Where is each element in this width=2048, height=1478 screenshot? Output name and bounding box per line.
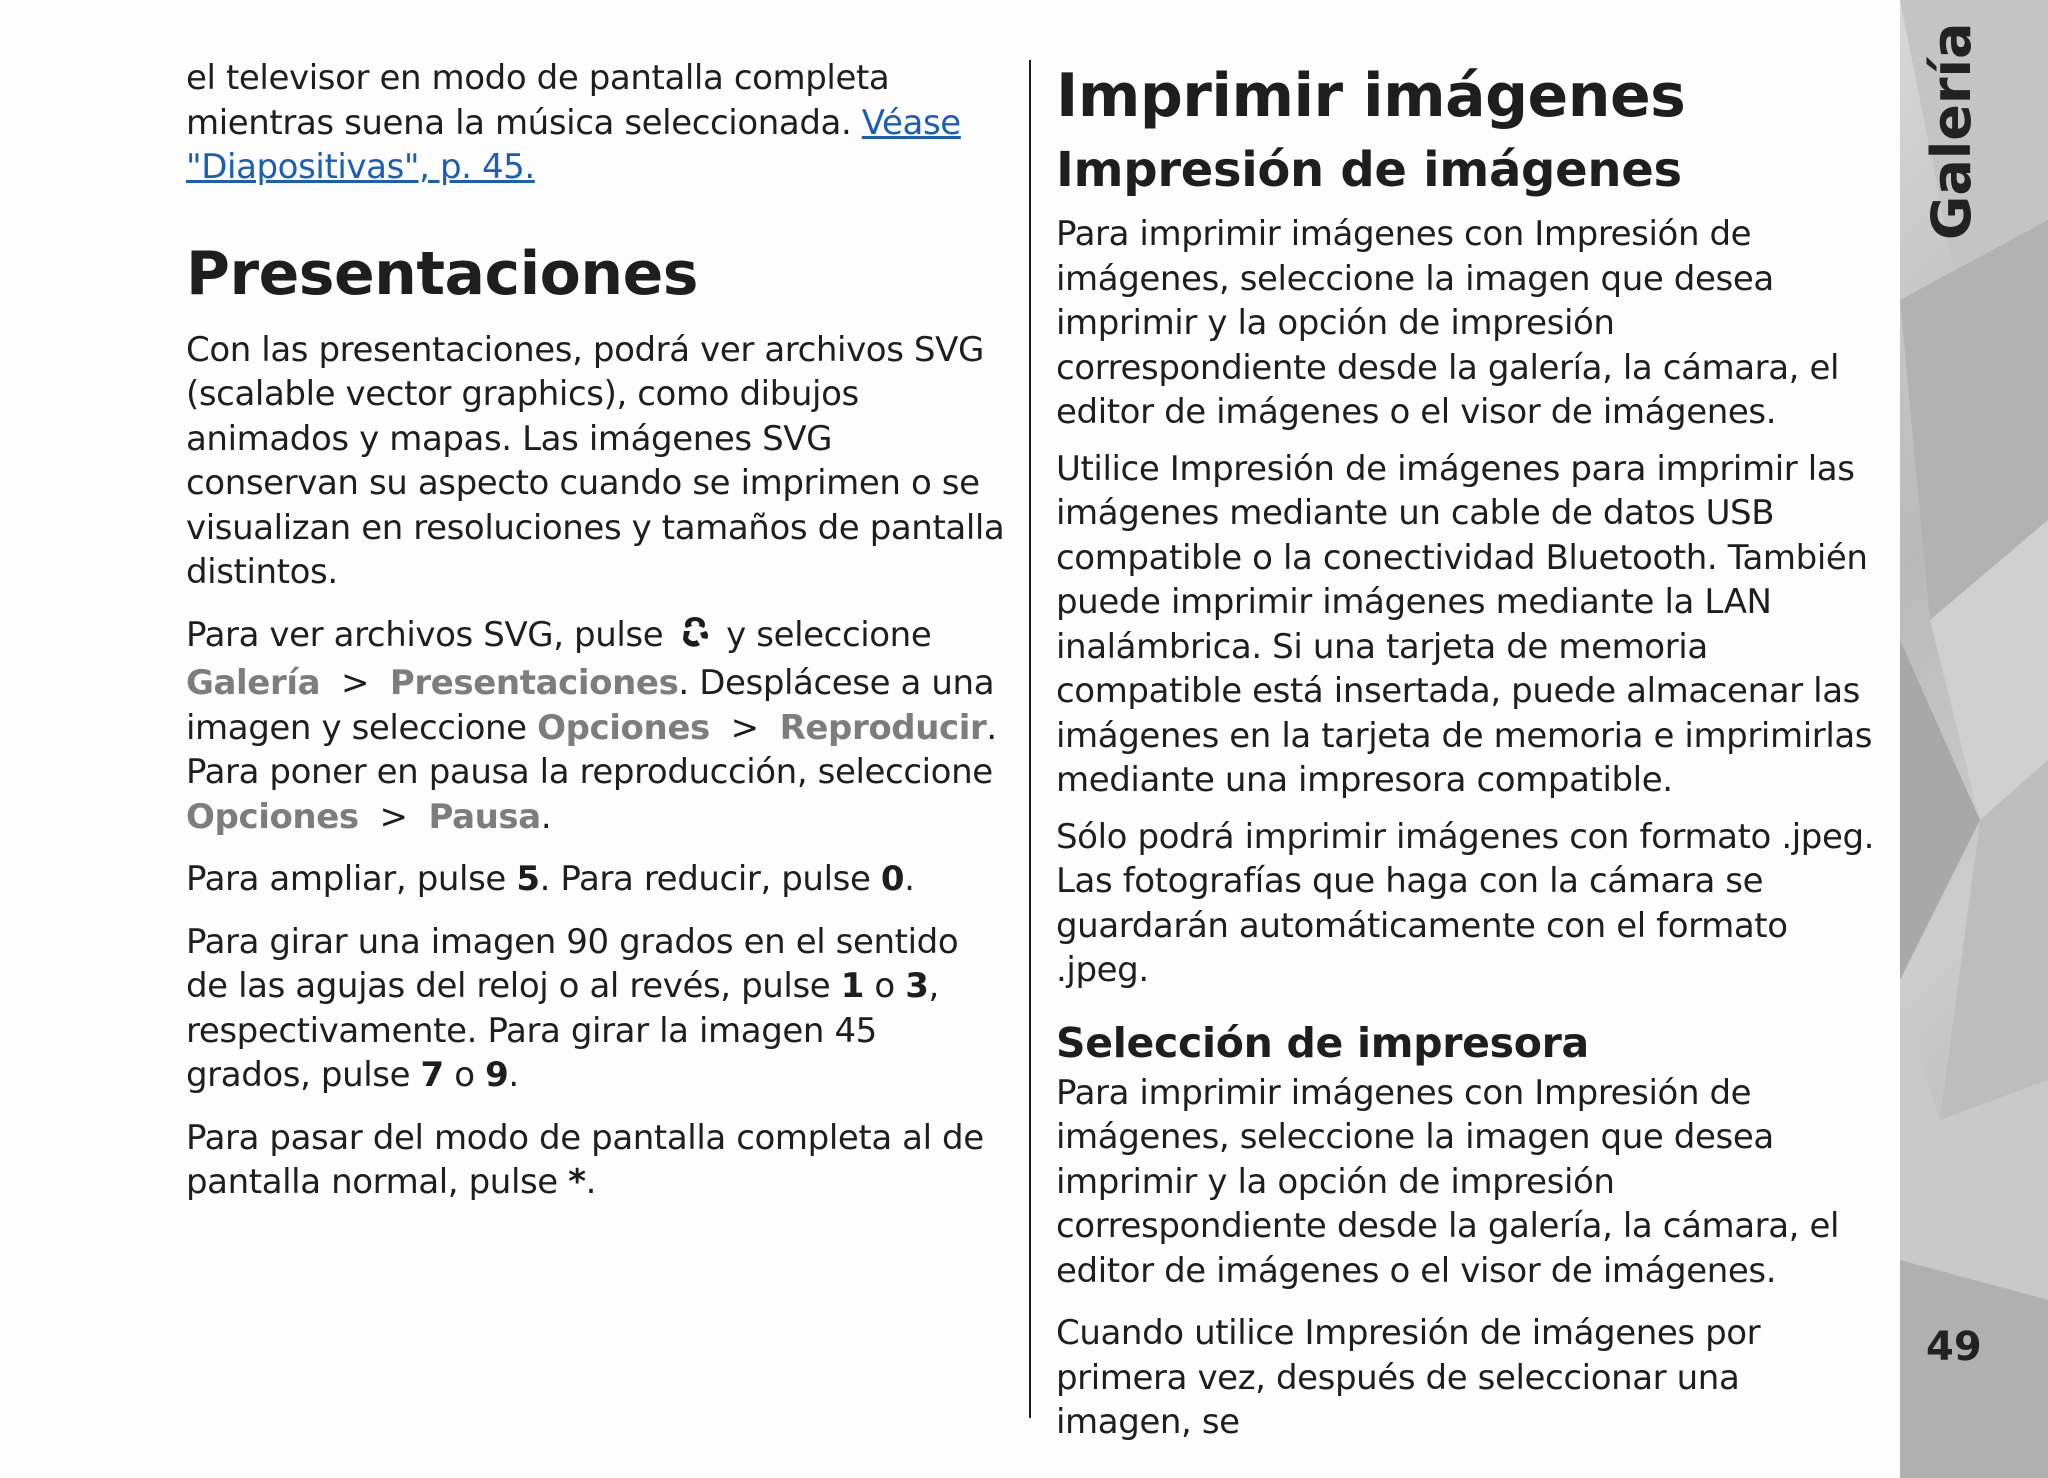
intro-paragraph: el televisor en modo de pantalla completa mientras suena la música seleccionada. Véase "Diapositivas", p. 45. bbox=[186, 58, 961, 187]
right-column bbox=[1056, 56, 1880, 1463]
paragraph-zoom: Para ampliar, pulse 5. Para reducir, pulse 0. bbox=[186, 859, 915, 899]
column-divider bbox=[1029, 60, 1031, 1418]
subheading-seleccion-impresora: Selección de impresora bbox=[1056, 1018, 1589, 1067]
paragraph-first-use: Cuando utilice Impresión de imágenes por primera vez, después de seleccionar una imagen, se bbox=[1056, 1313, 1761, 1442]
menu-reproducir: Reproducir bbox=[779, 707, 987, 748]
menu-pausa: Pausa bbox=[428, 796, 541, 837]
paragraph-print-intro: Para imprimir imágenes con Impresión de imágenes, seleccione la imagen que desea imprimir y la opción de impresión correspondiente desde la galería, la cámara, el editor de imágenes o el visor de imágenes. bbox=[1056, 214, 1840, 432]
paragraph-view-svg: Para ver archivos SVG, pulse y seleccione Galería > Presentaciones. Desplácese a una imagen y seleccione Opciones > Reproducir. Para poner en pausa la reproducción, seleccione Opciones > Pausa. bbox=[186, 614, 997, 837]
key-star: * bbox=[568, 1162, 586, 1202]
menu-key-icon bbox=[678, 614, 712, 662]
diapositivas-link[interactable]: Véase "Diapositivas", p. 45. bbox=[186, 102, 961, 187]
paragraph-rotate: Para girar una imagen 90 grados en el sentido de las agujas del reloj o al revés, pulse 1 o 3, respectivamente. Para girar la imagen 45 grados, pulse 7 o 9. bbox=[186, 921, 959, 1095]
menu-opciones-2: Opciones bbox=[186, 796, 359, 837]
menu-galeria: Galería bbox=[186, 663, 321, 703]
paragraph-fullscreen: Para pasar del modo de pantalla completa al de pantalla normal, pulse *. bbox=[186, 1117, 984, 1202]
menu-opciones: Opciones bbox=[537, 707, 710, 748]
menu-presentaciones: Presentaciones bbox=[389, 663, 679, 703]
key-3: 3 bbox=[905, 966, 929, 1006]
key-0: 0 bbox=[880, 859, 905, 899]
paragraph-print-jpeg: Sólo podrá imprimir imágenes con formato .jpeg. Las fotografías que haga con la cámara se guardarán automáticamente con el formato .jpeg. bbox=[1056, 816, 1875, 990]
chapter-label: Galería bbox=[1920, 22, 1983, 240]
section-heading-imprimir: Imprimir imágenes bbox=[1056, 61, 1686, 131]
key-7: 7 bbox=[420, 1055, 444, 1095]
subheading-impresion: Impresión de imágenes bbox=[1056, 142, 1682, 198]
page-number: 49 bbox=[1926, 1324, 1982, 1370]
section-heading-presentaciones: Presentaciones bbox=[186, 238, 699, 309]
key-1: 1 bbox=[840, 966, 864, 1006]
key-5: 5 bbox=[516, 859, 540, 899]
paragraph-print-usb: Utilice Impresión de imágenes para imprimir las imágenes mediante un cable de datos USB compatible o la conectividad Bluetooth. También puede imprimir imágenes mediante la LAN inalámbrica. Si una tarjeta de memoria compatible está insertada, puede almacenar las imágenes en la tarjeta de memoria e imprimirlas mediante una impresora compatible. bbox=[1056, 448, 1873, 800]
left-column bbox=[186, 56, 1010, 1223]
key-9: 9 bbox=[485, 1055, 509, 1095]
paragraph-presentaciones-intro: Con las presentaciones, podrá ver archivos SVG (scalable vector graphics), como dibujos animados y mapas. Las imágenes SVG conservan su aspecto cuando se imprimen o se visualizan en resoluciones y tamaños de pantalla distintos. bbox=[186, 329, 1005, 592]
paragraph-printer-select: Para imprimir imágenes con Impresión de imágenes, seleccione la imagen que desea imprimir y la opción de impresión correspondiente desde la galería, la cámara, el editor de imágenes o el visor de imágenes. bbox=[1056, 1072, 1840, 1291]
